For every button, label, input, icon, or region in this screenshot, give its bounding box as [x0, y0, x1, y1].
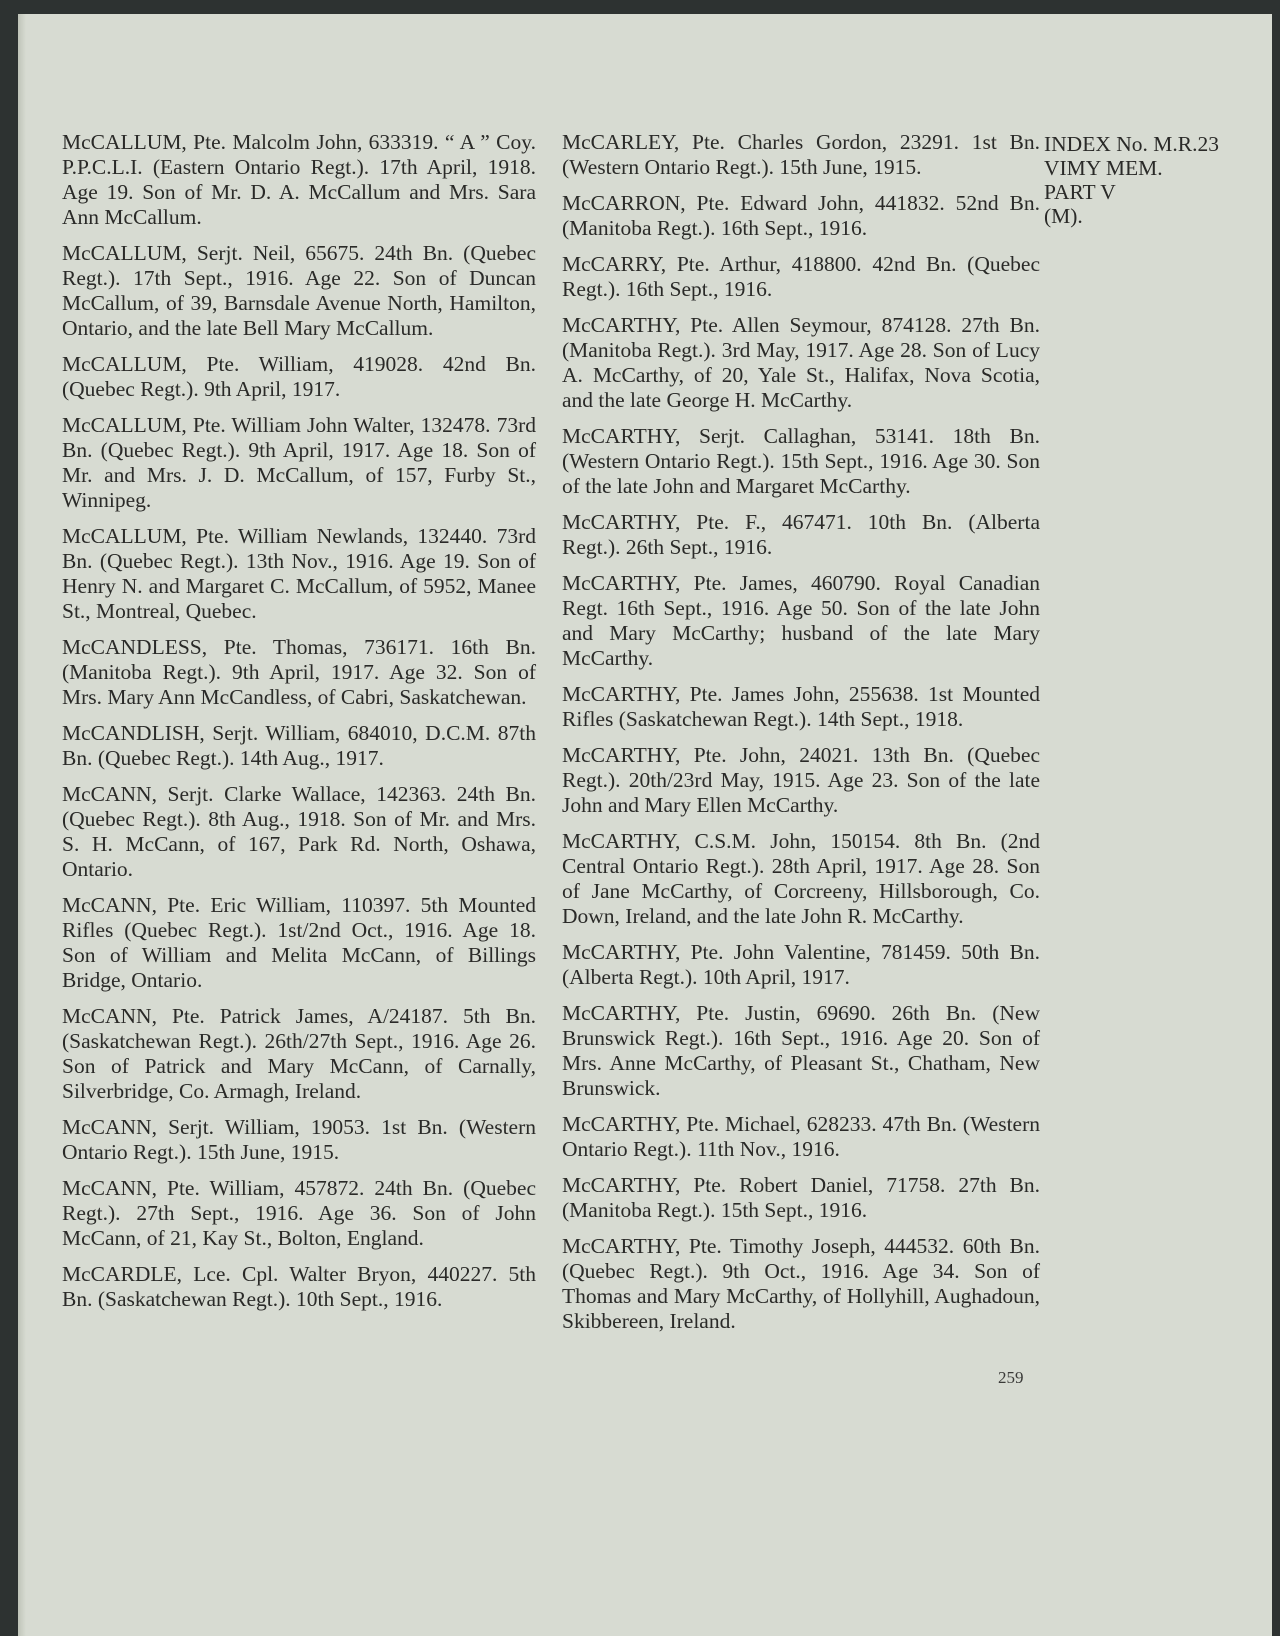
list-item: McCARTHY, Pte. John Valentine, 781459. 50th Bn. (Alberta Regt.). 10th April, 1917. — [562, 940, 1040, 989]
list-item: McCARTHY, Pte. James John, 255638. 1st Mounted Rifles (Saskatchewan Regt.). 14th Sept., 1918. — [562, 682, 1040, 731]
list-item: McCANN, Pte. William, 457872. 24th Bn. (Quebec Regt.). 27th Sept., 1916. Age 36. Son of John McCann, of 21, Kay St., Bolton, England. — [62, 1176, 536, 1250]
list-item: McCARDLE, Lce. Cpl. Walter Bryon, 440227. 5th Bn. (Saskatchewan Regt.). 10th Sept., 1916. — [62, 1262, 536, 1311]
right-column — [562, 130, 1040, 1345]
index-reference — [1044, 132, 1264, 228]
index-memorial: VIMY MEM. — [1044, 156, 1163, 180]
list-item: McCARTHY, C.S.M. John, 150154. 8th Bn. (2nd Central Ontario Regt.). 28th April, 1917. Age 28. Son of Jane McCarthy, of Corcreeny, Hillsborough, Co. Down, Ireland, and the late John R. McCarthy. — [562, 829, 1040, 928]
page-binding-edge — [18, 14, 26, 1636]
list-item: McCALLUM, Pte. William John Walter, 132478. 73rd Bn. (Quebec Regt.). 9th April, 1917. Age 18. Son of Mr. and Mrs. J. D. McCallum, of 157, Furby St., Winnipeg. — [62, 413, 536, 512]
list-item: McCARTHY, Pte. Robert Daniel, 71758. 27th Bn. (Manitoba Regt.). 15th Sept., 1916. — [562, 1173, 1040, 1222]
left-column — [62, 130, 536, 1323]
list-item: McCARRY, Pte. Arthur, 418800. 42nd Bn. (Quebec Regt.). 16th Sept., 1916. — [562, 252, 1040, 301]
list-item: McCARTHY, Pte. Michael, 628233. 47th Bn. (Western Ontario Regt.). 11th Nov., 1916. — [562, 1112, 1040, 1161]
list-item: McCALLUM, Pte. William, 419028. 42nd Bn. (Quebec Regt.). 9th April, 1917. — [62, 352, 536, 401]
list-item: McCANN, Serjt. William, 19053. 1st Bn. (Western Ontario Regt.). 15th June, 1915. — [62, 1115, 536, 1164]
list-item: McCALLUM, Pte. William Newlands, 132440. 73rd Bn. (Quebec Regt.). 13th Nov., 1916. Age 19. Son of Henry N. and Margaret C. McCallum, of 5952, Manee St., Montreal, Quebec. — [62, 524, 536, 623]
list-item: McCARTHY, Pte. James, 460790. Royal Canadian Regt. 16th Sept., 1916. Age 50. Son of the late John and Mary McCarthy; husband of the late Mary McCarthy. — [562, 571, 1040, 670]
list-item: McCARTHY, Serjt. Callaghan, 53141. 18th Bn. (Western Ontario Regt.). 15th Sept., 1916. Age 30. Son of the late John and Margaret McCarthy. — [562, 424, 1040, 498]
list-item: McCANDLISH, Serjt. William, 684010, D.C.M. 87th Bn. (Quebec Regt.). 14th Aug., 1917. — [62, 721, 536, 770]
list-item: McCALLUM, Serjt. Neil, 65675. 24th Bn. (Quebec Regt.). 17th Sept., 1916. Age 22. Son of Duncan McCallum, of 39, Barnsdale Avenue North, Hamilton, Ontario, and the late Bell Mary McCallum. — [62, 241, 536, 340]
list-item: McCARLEY, Pte. Charles Gordon, 23291. 1st Bn. (Western Ontario Regt.). 15th June, 1915. — [562, 130, 1040, 179]
list-item: McCARTHY, Pte. Timothy Joseph, 444532. 60th Bn. (Quebec Regt.). 9th Oct., 1916. Age 34. Son of Thomas and Mary McCarthy, of Hollyhill, Aughadoun, Skibbereen, Ireland. — [562, 1234, 1040, 1333]
page-number: 259 — [998, 1368, 1024, 1387]
list-item: McCARTHY, Pte. F., 467471. 10th Bn. (Alberta Regt.). 26th Sept., 1916. — [562, 510, 1040, 559]
index-letter: (M). — [1044, 204, 1083, 228]
list-item: McCALLUM, Pte. Malcolm John, 633319. “ A ” Coy. P.P.C.L.I. (Eastern Ontario Regt.). 17th April, 1918. Age 19. Son of Mr. D. A. McCallum and Mrs. Sara Ann McCallum. — [62, 130, 536, 229]
list-item: McCANN, Pte. Eric William, 110397. 5th Mounted Rifles (Quebec Regt.). 1st/2nd Oct., 1916. Age 18. Son of William and Melita McCann, of Billings Bridge, Ontario. — [62, 893, 536, 992]
index-number: INDEX No. M.R.23 — [1044, 132, 1219, 156]
index-part: PART V — [1044, 180, 1116, 204]
list-item: McCARTHY, Pte. John, 24021. 13th Bn. (Quebec Regt.). 20th/23rd May, 1915. Age 23. Son of the late John and Mary Ellen McCarthy. — [562, 743, 1040, 817]
list-item: McCARRON, Pte. Edward John, 441832. 52nd Bn. (Manitoba Regt.). 16th Sept., 1916. — [562, 191, 1040, 240]
list-item: McCANDLESS, Pte. Thomas, 736171. 16th Bn. (Manitoba Regt.). 9th April, 1917. Age 32. Son of Mrs. Mary Ann McCandless, of Cabri, Saskatchewan. — [62, 635, 536, 709]
list-item: McCARTHY, Pte. Justin, 69690. 26th Bn. (New Brunswick Regt.). 16th Sept., 1916. Age 20. Son of Mrs. Anne McCarthy, of Pleasant St., Chatham, New Brunswick. — [562, 1001, 1040, 1100]
list-item: McCANN, Serjt. Clarke Wallace, 142363. 24th Bn. (Quebec Regt.). 8th Aug., 1918. Son of Mr. and Mrs. S. H. McCann, of 167, Park Rd. North, Oshawa, Ontario. — [62, 782, 536, 881]
list-item: McCANN, Pte. Patrick James, A/24187. 5th Bn. (Saskatchewan Regt.). 26th/27th Sept., 1916. Age 26. Son of Patrick and Mary McCann, of Carnally, Silverbridge, Co. Armagh, Ireland. — [62, 1004, 536, 1103]
list-item: McCARTHY, Pte. Allen Seymour, 874128. 27th Bn. (Manitoba Regt.). 3rd May, 1917. Age 28. Son of Lucy A. McCarthy, of 20, Yale St., Halifax, Nova Scotia, and the late George H. McCarthy. — [562, 313, 1040, 412]
document-page — [18, 14, 1272, 1636]
